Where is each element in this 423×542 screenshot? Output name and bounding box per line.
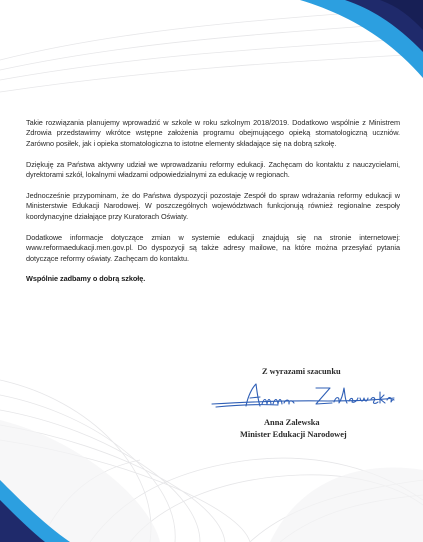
- top-right-corner-accent: [300, 0, 423, 78]
- paragraph-3: Jednocześnie przypominam, że do Państwa dyspozycji pozostaje Zespół do spraw wdrażania reformy edukacji w Ministerstwie Edukacji Narodowej. W poszczególnych województwach funkcjonują również regionalne zespoły koordynacyjne działające przy Kuratorach Oświaty.: [26, 191, 400, 221]
- closing-line: Wspólnie zadbamy o dobrą szkołę.: [26, 274, 146, 284]
- signer-title: Minister Edukacji Narodowej: [240, 430, 347, 439]
- paragraph-2: Dziękuję za Państwa aktywny udział we wprowadzaniu reformy edukacji. Zachęcam do kontaktu z nauczycielami, dyrektorami szkół, lokalnymi władzami odpowiedzialnymi za edukację w regionach.: [26, 159, 400, 180]
- signer-name: Anna Zalewska: [264, 418, 320, 427]
- handwritten-signature: [208, 376, 398, 416]
- paragraph-4: Dodatkowe informacje dotyczące zmian w systemie edukacji znajdują się na stronie internetowej: www.reformaedukacji.men.gov.pl. Do dyspozycji są także adresy mailowe, na które można przesyłać pytania dotyczące reformy oświaty. Zachęcam do kontaktu.: [26, 232, 400, 263]
- paragraph-1: Takie rozwiązania planujemy wprowadzić w szkole w roku szkolnym 2018/2019. Dodatkowo wspólnie z Ministrem Zdrowia przedstawimy wkrótce wstępne założenia programu obejmującego opieką stomatologiczną uczniów. Zarówno posiłek, jak i opieka stomatologiczna to istotne elementy składające się na dobrą szkołę.: [26, 118, 400, 148]
- salutation: Z wyrazami szacunku: [262, 367, 341, 376]
- letter-body: [26, 118, 400, 295]
